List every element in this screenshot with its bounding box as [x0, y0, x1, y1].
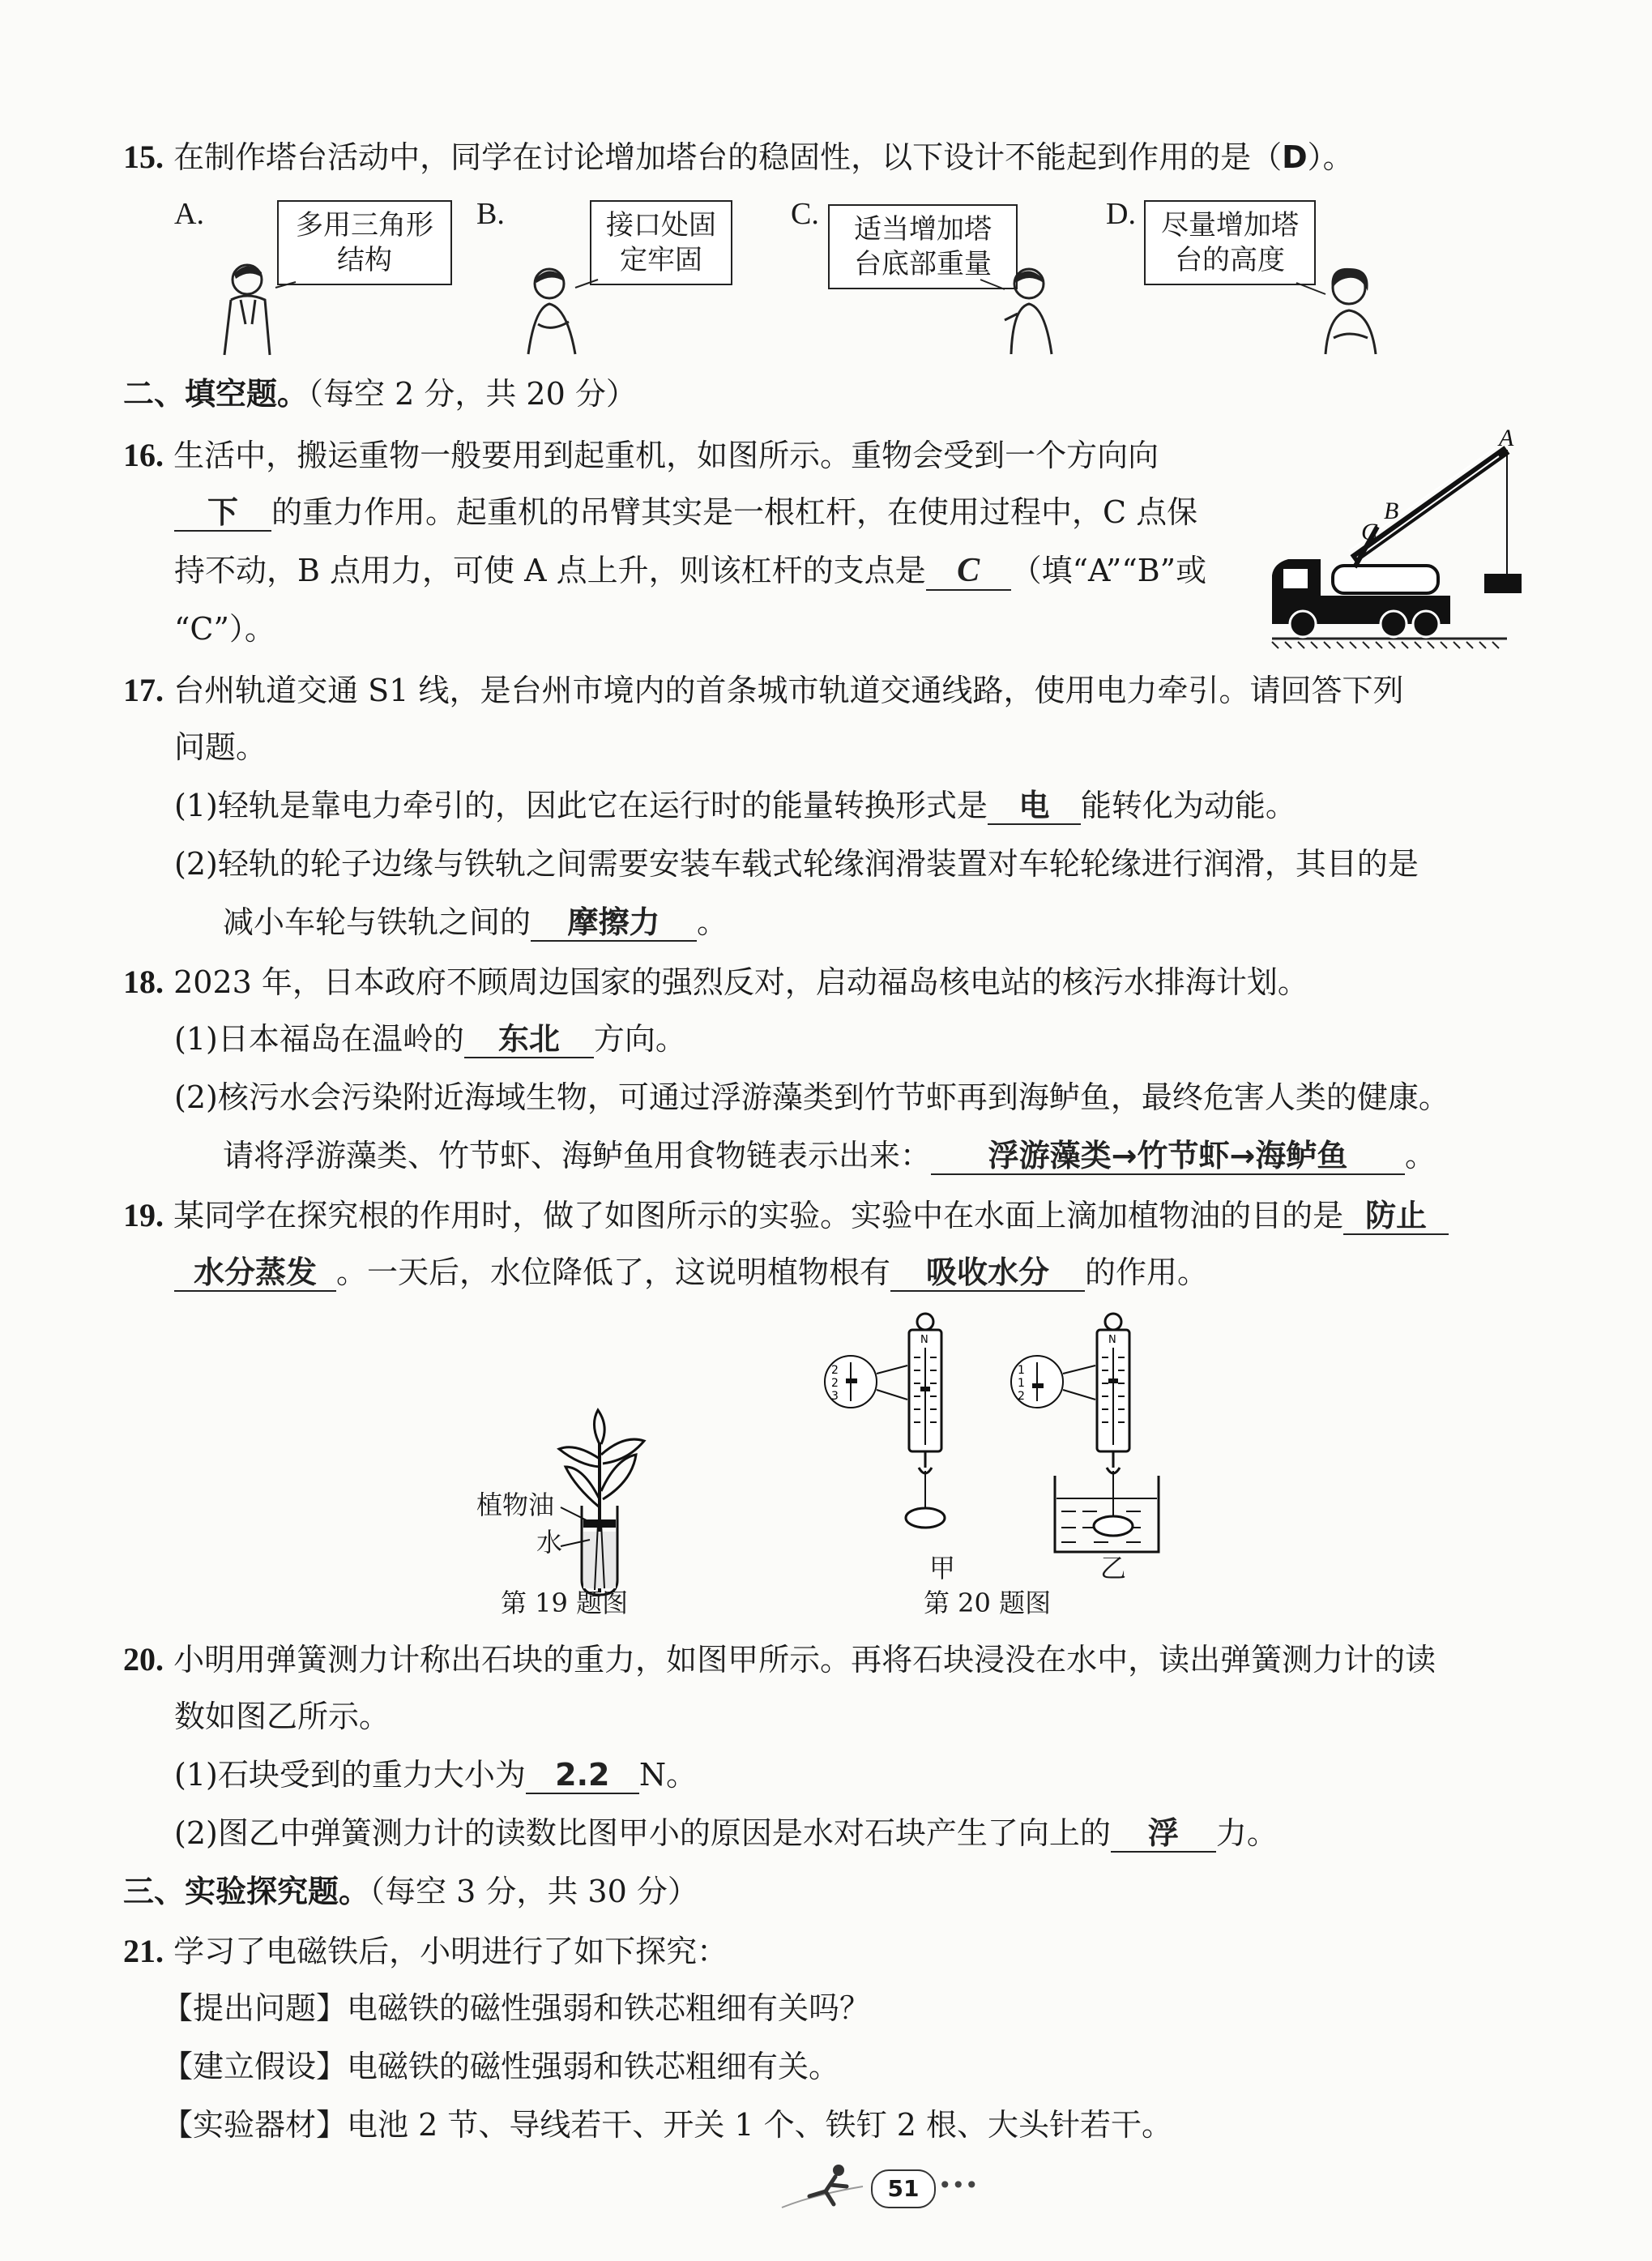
- q21-number: 21.: [123, 1933, 164, 1969]
- q17-part-2: (2)轻轨的轮子边缘与铁轨之间需要安装车载式轮缘润滑装置对车轮轮缘进行润滑，其目的是: [174, 846, 1419, 882]
- q20-answer-1: 2.2: [526, 1759, 639, 1794]
- q17-part-2b: 减小车轮与铁轨之间的 摩擦力 。: [223, 904, 728, 940]
- q15-answer: D: [1282, 139, 1308, 175]
- q20-figure-caption: 第 20 题图: [924, 1588, 1052, 1618]
- q19-line-2: 水分蒸发 。一天后，水位降低了，这说明植物根有 吸收水分 的作用。: [174, 1253, 1208, 1293]
- q17-number: 17.: [123, 672, 164, 708]
- q17-line-1: 17. 台州轨道交通 S1 线，是台州市境内的首条城市轨道交通线路，使用电力牵引。请回答下列: [123, 672, 1404, 708]
- q16-number: 16.: [123, 437, 164, 473]
- q19-leader-lines: [561, 1507, 593, 1548]
- q19-line-1: 19. 某同学在探究根的作用时，做了如图所示的实验。实验中在水面上滴加植物油的目的是 防止: [123, 1195, 1449, 1237]
- q19-label-water: 水: [536, 1527, 563, 1558]
- page-number-dots: •••: [938, 2172, 979, 2199]
- q19-answer-1a: 防止: [1343, 1199, 1449, 1235]
- q18-part-2: (2)核污水会污染附近海域生物，可通过浮游藻类到竹节虾再到海鲈鱼，最终危害人类的健康。: [174, 1079, 1449, 1115]
- q20-answer-2: 浮: [1111, 1817, 1216, 1853]
- q15-option-b-bubble: 接口处固 定牢固: [590, 200, 732, 285]
- q17-part-1: (1)轻轨是靠电力牵引的，因此它在运行时的能量转换形式是 电 能转化为动能。: [174, 788, 1296, 823]
- q20-scale-yi: [1005, 1309, 1167, 1560]
- q17-answer-1: 电: [988, 789, 1081, 825]
- page-number: 51: [871, 2169, 936, 2208]
- q16-line-2: 下 的重力作用。起重机的吊臂其实是一根杠杆，在使用过程中，C 点保: [174, 493, 1197, 532]
- q20-part-2: (2)图乙中弹簧测力计的读数比图甲小的原因是水对石块产生了向上的 浮 力。: [174, 1815, 1278, 1851]
- q20-line-1: 20. 小明用弹簧测力计称出石块的重力，如图甲所示。再将石块浸没在水中，读出弹簧测力计的读: [123, 1641, 1436, 1678]
- q17-answer-2: 摩擦力: [531, 906, 697, 942]
- q21-line-3: 【建立假设】电磁铁的磁性强弱和铁芯粗细有关。: [162, 2049, 840, 2084]
- q19-figure-caption: 第 19 题图: [501, 1588, 629, 1618]
- q20-part-1: (1)石块受到的重力大小为 2.2 N。: [174, 1757, 698, 1793]
- svg-text:N: N: [1108, 1334, 1116, 1346]
- q21-line-1: 21. 学习了电磁铁后，小明进行了如下探究：: [123, 1933, 728, 1969]
- q18-answer-1: 东北: [464, 1023, 594, 1058]
- q18-part-2b: 请将浮游藻类、竹节虾、海鲈鱼用食物链表示出来： 浮游藻类→竹节虾→海鲈鱼 。: [223, 1138, 1436, 1173]
- svg-text:1: 1: [1018, 1364, 1025, 1377]
- q15-stem-line: 15. 在制作塔台活动中，同学在讨论增加塔台的稳固性，以下设计不能起到作用的是（D）。: [123, 139, 1354, 175]
- section-3-heading: 三、实验探究题。（每空 3 分，共 30 分）: [123, 1874, 698, 1909]
- q15-number: 15.: [123, 139, 164, 175]
- q20-line-2: 数如图乙所示。: [174, 1699, 391, 1734]
- crane-label-c: C: [1361, 519, 1378, 545]
- q19-answer-2: 吸收水分: [890, 1256, 1085, 1292]
- q15-option-a-bubble: 多用三角形 结构: [277, 200, 452, 285]
- q16-line-3: 持不动，B 点用力，可使 A 点上升，则该杠杆的支点是 C （填“A”“B”或: [174, 551, 1206, 591]
- svg-text:N: N: [920, 1334, 928, 1346]
- q19-number: 19.: [123, 1197, 164, 1233]
- q15-stem: 在制作塔台活动中，同学在讨论增加塔台的稳固性，以下设计不能起到作用的是（: [173, 139, 1283, 175]
- q17-line-2: 问题。: [174, 729, 267, 765]
- q18-number: 18.: [123, 964, 164, 1000]
- q20-scale-jia: [818, 1309, 968, 1532]
- q21-line-4: 【实验器材】电池 2 节、导线若干、开关 1 个、铁钉 2 根、大头针若干。: [162, 2107, 1173, 2143]
- q15-option-d-bubble: 尽量增加塔 台的高度: [1144, 200, 1316, 285]
- svg-text:1: 1: [1018, 1377, 1025, 1390]
- q18-part-1: (1)日本福岛在温岭的 东北 方向。: [174, 1021, 686, 1057]
- q21-line-2: 【提出问题】电磁铁的磁性强弱和铁芯粗细有关吗？: [162, 1990, 871, 2026]
- q19-label-oil: 植物油: [476, 1490, 555, 1520]
- q18-line-1: 18. 2023 年，日本政府不顾周边国家的强烈反对，启动福岛核电站的核污水排海计划。: [123, 964, 1308, 1000]
- q16-answer-2: C: [926, 552, 1011, 591]
- q15-person-b: [510, 263, 600, 357]
- q18-answer-2: 浮游藻类→竹节虾→海鲈鱼: [931, 1139, 1405, 1175]
- q15-person-a: [207, 259, 296, 357]
- q20-number: 20.: [123, 1641, 164, 1678]
- q16-answer-1: 下: [174, 496, 271, 532]
- q20-label-jia: 甲: [929, 1553, 956, 1584]
- svg-text:2: 2: [831, 1377, 839, 1390]
- q19-plant-figure: [559, 1410, 672, 1596]
- q15-person-d: [1296, 263, 1389, 357]
- crane-label-b: B: [1384, 498, 1399, 524]
- q15-option-d-label: D.: [1106, 197, 1136, 231]
- q15-option-a-label: A.: [174, 197, 204, 231]
- q19-answer-1b: 水分蒸发: [174, 1256, 336, 1292]
- q16-line-4: “C”）。: [174, 611, 275, 647]
- q15-option-b-label: B.: [476, 197, 505, 231]
- q15-person-c: [980, 263, 1069, 357]
- svg-text:2: 2: [1018, 1390, 1025, 1403]
- q15-option-c-label: C.: [791, 197, 819, 231]
- section-2-heading: 二、填空题。（每空 2 分，共 20 分）: [123, 376, 637, 412]
- crane-label-a: A: [1499, 425, 1514, 451]
- crane-figure: [1264, 425, 1527, 648]
- q15-option-c-bubble: 适当增加塔 台底部重量: [828, 204, 1018, 289]
- svg-text:3: 3: [831, 1390, 839, 1403]
- page-footer-runner-icon: [782, 2162, 871, 2211]
- q16-line-1: 16. 生活中，搬运重物一般要用到起重机，如图所示。重物会受到一个方向向: [123, 437, 1159, 473]
- q20-label-yi: 乙: [1100, 1553, 1127, 1584]
- svg-text:2: 2: [831, 1364, 839, 1377]
